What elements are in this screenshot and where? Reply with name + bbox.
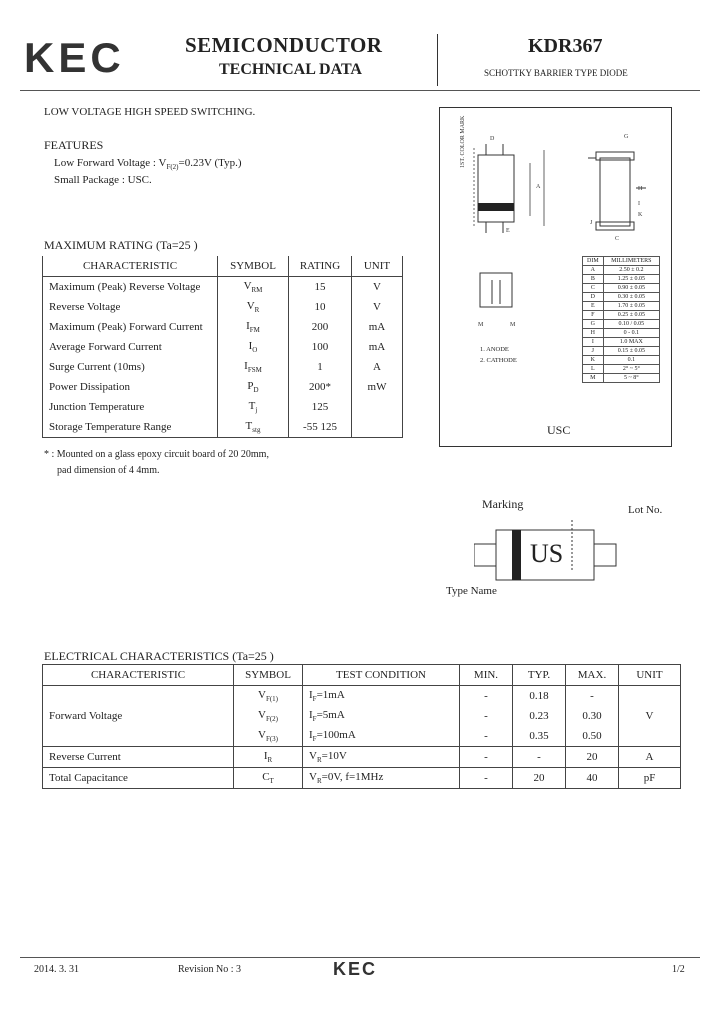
cell-max: 0.50 xyxy=(566,726,619,747)
cell-char: Maximum (Peak) Reverse Voltage xyxy=(43,277,218,298)
mm-cell: 5 ~ 8° xyxy=(603,374,659,383)
dim-cell: E xyxy=(583,302,604,311)
svg-text:G: G xyxy=(624,134,629,140)
table-row xyxy=(43,417,403,438)
footnote-line2: pad dimension of 4 4mm. xyxy=(57,465,160,476)
table-row xyxy=(43,277,403,298)
col-symbol: SYMBOL xyxy=(234,665,303,686)
cell-symbol: $I_O$ xyxy=(218,337,289,357)
pin1-label: 1. ANODE xyxy=(480,346,509,353)
col-symbol: SYMBOL xyxy=(218,256,289,277)
cell-unit: A xyxy=(619,747,681,768)
package-drawing-box xyxy=(439,107,672,447)
cell-unit: mA xyxy=(352,337,403,357)
cell-symbol: $V_R$ xyxy=(218,297,289,317)
cell-symbol: $T_j$ xyxy=(218,397,289,417)
feature-forward-voltage xyxy=(54,157,242,171)
svg-text:H: H xyxy=(638,186,643,192)
package-name: USC xyxy=(547,423,571,437)
mm-cell: 0.1 xyxy=(603,356,659,365)
cell-condition: $I_F=1mA$ xyxy=(303,686,460,707)
dim-cell: H xyxy=(583,329,604,338)
type-name-label: Type Name xyxy=(446,585,497,597)
cell-symbol: $P_D$ xyxy=(218,377,289,397)
cell-char: Reverse Voltage xyxy=(43,297,218,317)
mm-cell: 0.25 ± 0.05 xyxy=(603,311,659,320)
col-unit: UNIT xyxy=(352,256,403,277)
feature1-sub: F(2) xyxy=(166,163,179,172)
dim-header: DIM xyxy=(583,257,604,266)
dim-cell: I xyxy=(583,338,604,347)
cell-condition: $I_F=100mA$ xyxy=(303,726,460,747)
cell-symbol: $I_R$ xyxy=(234,747,303,768)
feature1-text: Low Forward Voltage : V xyxy=(54,157,167,169)
col-test-condition: TEST CONDITION xyxy=(303,665,460,686)
footer-kec-logo: KEC xyxy=(333,959,378,979)
cell-rating: 125 xyxy=(289,397,352,417)
cell-min: - xyxy=(460,747,513,768)
cell-symbol: $C_T$ xyxy=(234,768,303,789)
mm-cell: 0.15 ± 0.05 xyxy=(603,347,659,356)
cell-char: Average Forward Current xyxy=(43,337,218,357)
cell-unit: pF xyxy=(619,768,681,789)
table-row xyxy=(43,337,403,357)
svg-text:A: A xyxy=(536,184,541,190)
application-text: LOW VOLTAGE HIGH SPEED SWITCHING. xyxy=(44,106,256,118)
cell-max: - xyxy=(566,686,619,707)
cell-char: Reverse Current xyxy=(43,747,234,768)
mm-cell: 0.30 ± 0.05 xyxy=(603,293,659,302)
dim-cell: M xyxy=(583,374,604,383)
cell-unit: mA xyxy=(352,317,403,337)
kec-logo: KEC xyxy=(24,34,125,81)
electrical-table xyxy=(42,664,681,789)
cell-char: Maximum (Peak) Forward Current xyxy=(43,317,218,337)
dimension-table xyxy=(582,256,660,383)
table-row xyxy=(43,768,681,789)
mm-cell: 0.10 / 0.05 xyxy=(603,320,659,329)
cell-condition: $V_R=10V$ xyxy=(303,747,460,768)
part-description: SCHOTTKY BARRIER TYPE DIODE xyxy=(484,68,628,78)
features-heading: FEATURES xyxy=(44,138,104,152)
cell-typ: - xyxy=(513,747,566,768)
cell-max: 40 xyxy=(566,768,619,789)
svg-text:C: C xyxy=(615,236,620,242)
pin2-label: 2. CATHODE xyxy=(480,357,517,364)
cell-typ: 20 xyxy=(513,768,566,789)
table-row xyxy=(43,747,681,768)
dim-cell: L xyxy=(583,365,604,374)
cell-rating: 1 xyxy=(289,357,352,377)
cell-char: Power Dissipation xyxy=(43,377,218,397)
cell-symbol: $V_{RM}$ xyxy=(218,277,289,298)
cell-max: 20 xyxy=(566,747,619,768)
dim-cell: G xyxy=(583,320,604,329)
col-rating: RATING xyxy=(289,256,352,277)
header-title: SEMICONDUCTOR xyxy=(185,33,383,57)
cell-rating: 10 xyxy=(289,297,352,317)
elec-title: ELECTRICAL CHARACTERISTICS (Ta=25 ) xyxy=(44,649,274,663)
cell-rating: 100 xyxy=(289,337,352,357)
svg-text:1ST. COLOR MARK: 1ST. COLOR MARK xyxy=(460,115,466,168)
svg-text:E: E xyxy=(506,228,510,234)
cell-rating: -55 125 xyxy=(289,417,352,438)
mm-cell: 1.70 ± 0.05 xyxy=(603,302,659,311)
marking-title: Marking xyxy=(482,497,524,511)
cell-unit: V xyxy=(619,686,681,747)
cell-min: - xyxy=(460,706,513,726)
cell-min: - xyxy=(460,686,513,707)
col-unit: UNIT xyxy=(619,665,681,686)
cell-char: Total Capacitance xyxy=(43,768,234,789)
cell-unit: A xyxy=(352,357,403,377)
cell-char: Storage Temperature Range xyxy=(43,417,218,438)
cell-condition: $I_F=5mA$ xyxy=(303,706,460,726)
svg-text:K: K xyxy=(638,212,643,218)
marking-text: US xyxy=(530,539,564,568)
cell-min: - xyxy=(460,768,513,789)
lot-number-label: Lot No. xyxy=(628,504,663,516)
dim-cell: J xyxy=(583,347,604,356)
col-min: MIN. xyxy=(460,665,513,686)
header-rule xyxy=(20,90,700,91)
mm-cell: 0.90 ± 0.05 xyxy=(603,284,659,293)
cell-min: - xyxy=(460,726,513,747)
cell-symbol: $V_{F(1)}$ xyxy=(234,686,303,707)
cell-typ: 0.18 xyxy=(513,686,566,707)
svg-text:M: M xyxy=(478,322,484,328)
feature1-tail: =0.23V (Typ.) xyxy=(178,157,242,169)
cell-unit: mW xyxy=(352,377,403,397)
dim-cell: A xyxy=(583,266,604,275)
table-row xyxy=(43,377,403,397)
table-row xyxy=(43,317,403,337)
table-row xyxy=(43,397,403,417)
mm-cell: 0 - 0.1 xyxy=(603,329,659,338)
cell-typ: 0.35 xyxy=(513,726,566,747)
svg-text:M: M xyxy=(510,322,516,328)
cell-symbol: $I_{FSM}$ xyxy=(218,357,289,377)
table-row xyxy=(43,297,403,317)
cell-unit: V xyxy=(352,297,403,317)
svg-text:J: J xyxy=(590,220,593,226)
mm-cell: 2° ~ 5° xyxy=(603,365,659,374)
cell-char: Junction Temperature xyxy=(43,397,218,417)
col-typ: TYP. xyxy=(513,665,566,686)
cell-max: 0.30 xyxy=(566,706,619,726)
dim-cell: C xyxy=(583,284,604,293)
table-row xyxy=(43,357,403,377)
dim-cell: D xyxy=(583,293,604,302)
cell-unit xyxy=(352,397,403,438)
cell-rating: 200 xyxy=(289,317,352,337)
footer-page: 1/2 xyxy=(672,964,685,975)
mm-cell: 2.50 ± 0.2 xyxy=(603,266,659,275)
cell-char: Forward Voltage xyxy=(43,686,234,747)
cell-condition: $V_R=0V$, f=1MHz xyxy=(303,768,460,789)
dim-cell: F xyxy=(583,311,604,320)
mm-header: MILLIMETERS xyxy=(603,257,659,266)
cell-symbol: $V_{F(3)}$ xyxy=(234,726,303,747)
cell-rating: 200* xyxy=(289,377,352,397)
dim-cell: B xyxy=(583,275,604,284)
dim-cell: K xyxy=(583,356,604,365)
col-characteristic: CHARACTERISTIC xyxy=(43,256,218,277)
cell-symbol: $T_{stg}$ xyxy=(218,417,289,438)
cell-typ: 0.23 xyxy=(513,706,566,726)
cell-symbol: $I_{FM}$ xyxy=(218,317,289,337)
max-rating-table xyxy=(42,256,403,438)
cell-char: Surge Current (10ms) xyxy=(43,357,218,377)
col-characteristic: CHARACTERISTIC xyxy=(43,665,234,686)
col-max: MAX. xyxy=(566,665,619,686)
svg-text:D: D xyxy=(490,136,495,142)
footer-rule xyxy=(20,957,700,958)
max-rating-title: MAXIMUM RATING (Ta=25 ) xyxy=(44,238,198,252)
footer-date: 2014. 3. 31 xyxy=(34,964,79,975)
footer-revision: Revision No : 3 xyxy=(178,964,242,975)
table-row xyxy=(43,686,681,707)
header-subtitle: TECHNICAL DATA xyxy=(219,61,362,78)
footnote-line1: * : Mounted on a glass epoxy circuit board of 20 20mm, xyxy=(44,449,269,460)
feature-package: Small Package : USC. xyxy=(54,174,152,186)
mm-cell: 1.25 ± 0.05 xyxy=(603,275,659,284)
part-number: KDR367 xyxy=(528,35,603,57)
mm-cell: 1.0 MAX xyxy=(603,338,659,347)
cell-rating: 15 xyxy=(289,277,352,298)
cell-unit: V xyxy=(352,277,403,298)
header-divider xyxy=(437,34,438,86)
svg-text:I: I xyxy=(638,201,640,207)
cell-symbol: $V_{F(2)}$ xyxy=(234,706,303,726)
